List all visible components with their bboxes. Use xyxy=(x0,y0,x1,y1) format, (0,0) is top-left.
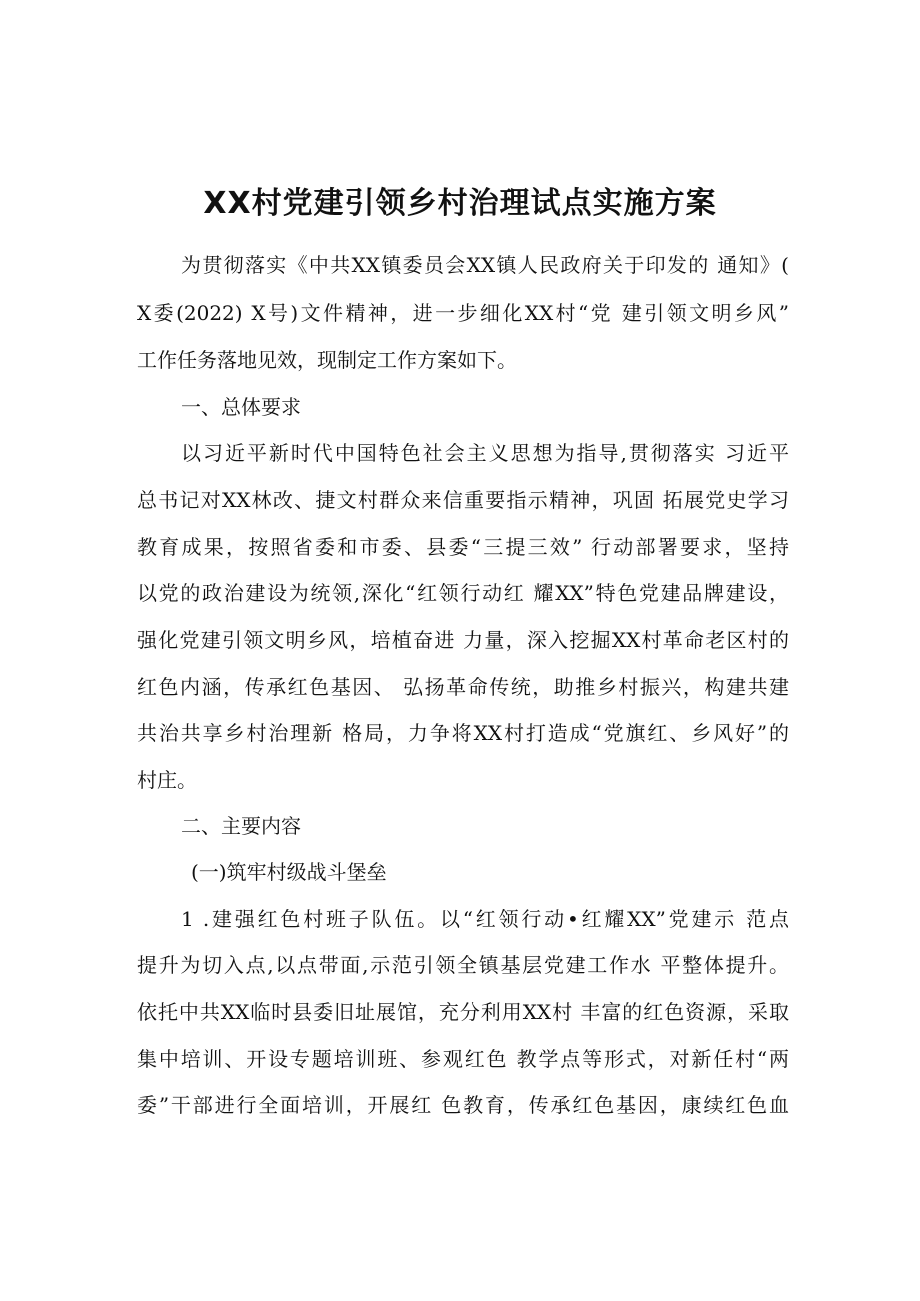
paragraph-line: X委(2022) X号)文件精神，进一步细化XX村“党 建引领文明乡风” xyxy=(137,301,789,325)
paragraph-line: 1 .建强红色村班子队伍。以“红领行动•红耀XX”党建示 范点 xyxy=(181,907,789,931)
paragraph-line: 提升为切入点,以点带面,示范引领全镇基层党建工作水 平整体提升。 xyxy=(137,953,789,977)
document-title: XX村党建引领乡村治理试点实施方案 xyxy=(203,186,717,221)
paragraph-line: 以习近平新时代中国特色社会主义思想为指导,贯彻落实 习近平 xyxy=(181,441,789,465)
paragraph-line: 红色内涵，传承红色基因、 弘扬革命传统，助推乡村振兴，构建共建 xyxy=(137,675,789,699)
paragraph-line: 为贯彻落实《中共XX镇委员会XX镇人民政府关于印发的 通知》( xyxy=(181,253,789,277)
paragraph-line: 教育成果，按照省委和市委、县委“三提三效” 行动部署要求，坚持 xyxy=(137,535,789,559)
paragraph-line: 强化党建引领文明乡风，培植奋进 力量，深入挖掘XX村革命老区村的 xyxy=(137,628,789,652)
paragraph-line: 以党的政治建设为统领,深化“红领行动红 耀XX”特色党建品牌建设， xyxy=(137,581,789,605)
paragraph-line: 总书记对XX林改、捷文村群众来信重要指示精神，巩固 拓展党史学习 xyxy=(137,488,789,512)
paragraph-line: 依托中共XX临时县委旧址展馆，充分利用XX村 丰富的红色资源，采取 xyxy=(137,1000,789,1024)
subsection-heading: (一)筑牢村级战斗堡垒 xyxy=(191,860,387,884)
section-heading: 一、总体要求 xyxy=(181,395,301,419)
paragraph-line: 集中培训、开设专题培训班、参观红色 教学点等形式，对新任村“两 xyxy=(137,1047,789,1071)
paragraph-line: 共治共享乡村治理新 格局，力争将XX村打造成“党旗红、乡风好”的 xyxy=(137,721,789,745)
paragraph-line: 工作任务落地见效，现制定工作方案如下。 xyxy=(137,348,517,372)
section-heading: 二、主要内容 xyxy=(181,814,301,838)
paragraph-line: 委”干部进行全面培训，开展红 色教育，传承红色基因，康续红色血 xyxy=(137,1093,789,1117)
paragraph-line: 村庄。 xyxy=(137,768,197,792)
